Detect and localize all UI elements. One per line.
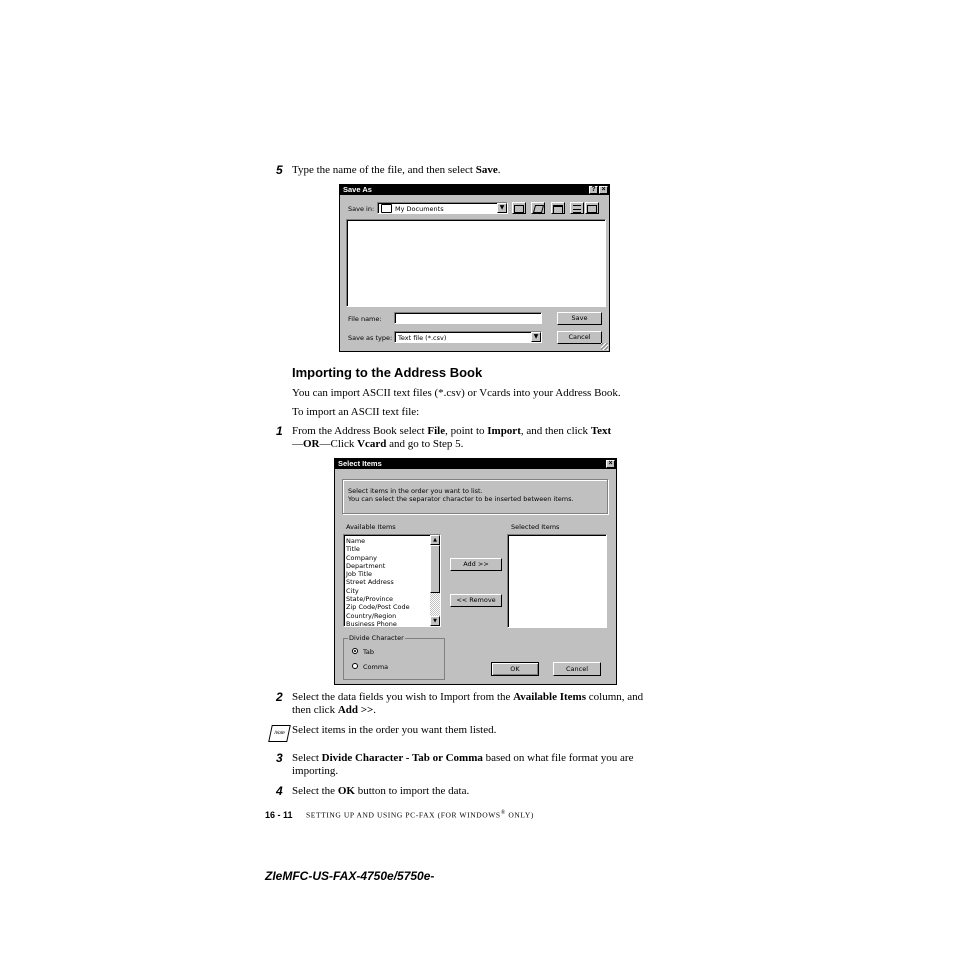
available-items-list[interactable] [343, 534, 441, 627]
ok-button[interactable]: OK [491, 662, 539, 676]
note-icon [268, 725, 291, 742]
step-number: 3 [276, 751, 283, 765]
file-list-area[interactable] [346, 219, 606, 307]
select-items-dialog [334, 458, 617, 685]
step-1-text [292, 425, 652, 451]
info-box [342, 479, 608, 514]
step-5-text [292, 164, 500, 177]
bold-text: Available Items [513, 691, 586, 703]
note-text: Select items in the order you want them listed. [292, 724, 497, 736]
resize-grip-icon[interactable] [601, 343, 608, 350]
dropdown-arrow-icon[interactable]: ▼ [531, 332, 541, 342]
bold-text: OK [337, 785, 355, 797]
section-heading: Importing to the Address Book [292, 365, 483, 380]
text: column, and [586, 691, 644, 703]
bold-text: File [427, 425, 446, 437]
title-bar [335, 459, 616, 469]
registered-mark: ® [500, 810, 506, 816]
bold-text: Import [487, 425, 521, 437]
text: then click [292, 704, 338, 716]
list-item[interactable]: City [346, 586, 359, 595]
details-view-icon[interactable] [585, 202, 599, 214]
text: Select the [292, 785, 338, 797]
new-folder-icon[interactable] [551, 202, 565, 214]
close-button[interactable]: × [606, 460, 615, 468]
file-name-input[interactable] [394, 312, 542, 324]
save-as-type-value: Text file (*.csv) [398, 334, 447, 342]
up-folder-icon[interactable] [512, 202, 526, 214]
divide-character-label: Divide Character [349, 634, 404, 642]
save-as-type-dropdown[interactable] [394, 331, 542, 343]
intro-text-2: To import an ASCII text file: [292, 406, 420, 418]
info-line-1: Select items in the order you want to list. [348, 487, 483, 495]
list-item[interactable]: Job Title [346, 570, 373, 579]
comma-radio[interactable] [352, 663, 358, 669]
bold-text: Vcard [357, 438, 387, 450]
step-number: 5 [276, 163, 283, 177]
dialog-title: Select Items [338, 459, 382, 468]
remove-button[interactable]: << Remove [450, 594, 502, 607]
list-item[interactable]: Name [346, 537, 366, 545]
file-name-label: File name: [348, 315, 382, 323]
text: button to import the data. [354, 785, 470, 797]
note-icon-label: Note [273, 730, 286, 736]
page-number: 16 - 11 [265, 810, 293, 820]
save-in-dropdown[interactable] [377, 202, 508, 214]
available-items-label: Available Items [346, 523, 396, 531]
list-view-icon[interactable] [570, 202, 584, 214]
list-item[interactable]: Department [346, 561, 386, 570]
text: Select [292, 752, 322, 764]
text: ONLY) [505, 810, 534, 820]
list-item[interactable]: State/Province [346, 595, 394, 604]
scroll-down-icon[interactable]: ▼ [430, 616, 440, 626]
text: and go to Step 5. [386, 438, 464, 450]
intro-text-1: You can import ASCII text files (*.csv) or Vcards into your Address Book. [292, 387, 621, 399]
text: importing. [292, 765, 339, 777]
bold-text: Text [590, 425, 612, 437]
step-4-text [292, 785, 469, 798]
step-2-text [292, 691, 662, 717]
text: based on what file format you are [482, 752, 634, 764]
divide-character-group [343, 634, 445, 680]
save-in-value: My Documents [395, 205, 444, 213]
text: From the Address Book select [292, 425, 428, 437]
scroll-thumb[interactable] [430, 545, 440, 593]
folder-icon [381, 204, 392, 213]
list-item[interactable]: Zip Code/Post Code [346, 603, 410, 612]
selected-items-label: Selected Items [511, 523, 560, 531]
list-item[interactable]: Business Phone [346, 619, 397, 627]
save-as-type-label: Save as type: [348, 334, 393, 342]
desktop-icon[interactable] [531, 202, 545, 214]
bold-text: OR [303, 438, 320, 450]
bold-text: Add >> [337, 704, 374, 716]
bold-text: Save [475, 164, 498, 176]
model-label: ZIeMFC-US-FAX-4750e/5750e- [265, 869, 435, 883]
footer-text [306, 810, 534, 820]
dropdown-arrow-icon[interactable]: ▼ [497, 203, 507, 213]
text: —Click [319, 438, 358, 450]
text: , and then click [520, 425, 591, 437]
list-item[interactable]: Title [346, 545, 360, 554]
info-line-2: You can select the separator character to be inserted between items. [348, 495, 574, 503]
help-button[interactable]: ? [589, 186, 598, 194]
step-number: 1 [276, 424, 283, 438]
selected-items-list[interactable] [507, 534, 607, 628]
save-button[interactable]: Save [557, 312, 602, 325]
text: Select the data fields you wish to Import from the [292, 691, 514, 703]
add-button[interactable]: Add >> [450, 558, 502, 571]
step-3-text [292, 752, 662, 778]
text: . [373, 704, 377, 716]
step-number: 2 [276, 690, 283, 704]
scroll-up-icon[interactable]: ▲ [430, 535, 440, 545]
comma-radio-label: Comma [363, 663, 389, 671]
list-item[interactable]: Company [346, 553, 377, 562]
cancel-button[interactable]: Cancel [557, 331, 602, 344]
save-in-label: Save in: [348, 205, 375, 213]
step-number: 4 [276, 784, 283, 798]
dialog-title: Save As [343, 185, 372, 194]
scrollbar[interactable] [430, 535, 440, 626]
title-bar [340, 185, 609, 195]
list-item[interactable]: Street Address [346, 578, 394, 587]
tab-radio[interactable] [352, 648, 358, 654]
tab-radio-label: Tab [363, 648, 375, 656]
text: , point to [445, 425, 488, 437]
text: Type the name of the file, and then select [292, 164, 476, 176]
text: — [292, 438, 303, 450]
bold-text: Divide Character - Tab or Comma [321, 752, 483, 764]
close-button[interactable]: × [599, 186, 608, 194]
save-as-dialog [339, 184, 610, 352]
cancel-button[interactable]: Cancel [553, 662, 601, 676]
list-item[interactable]: Country/Region [346, 611, 397, 620]
text: SETTING UP AND USING PC-FAX (FOR WINDOWS [306, 810, 501, 820]
text: . [497, 164, 501, 176]
